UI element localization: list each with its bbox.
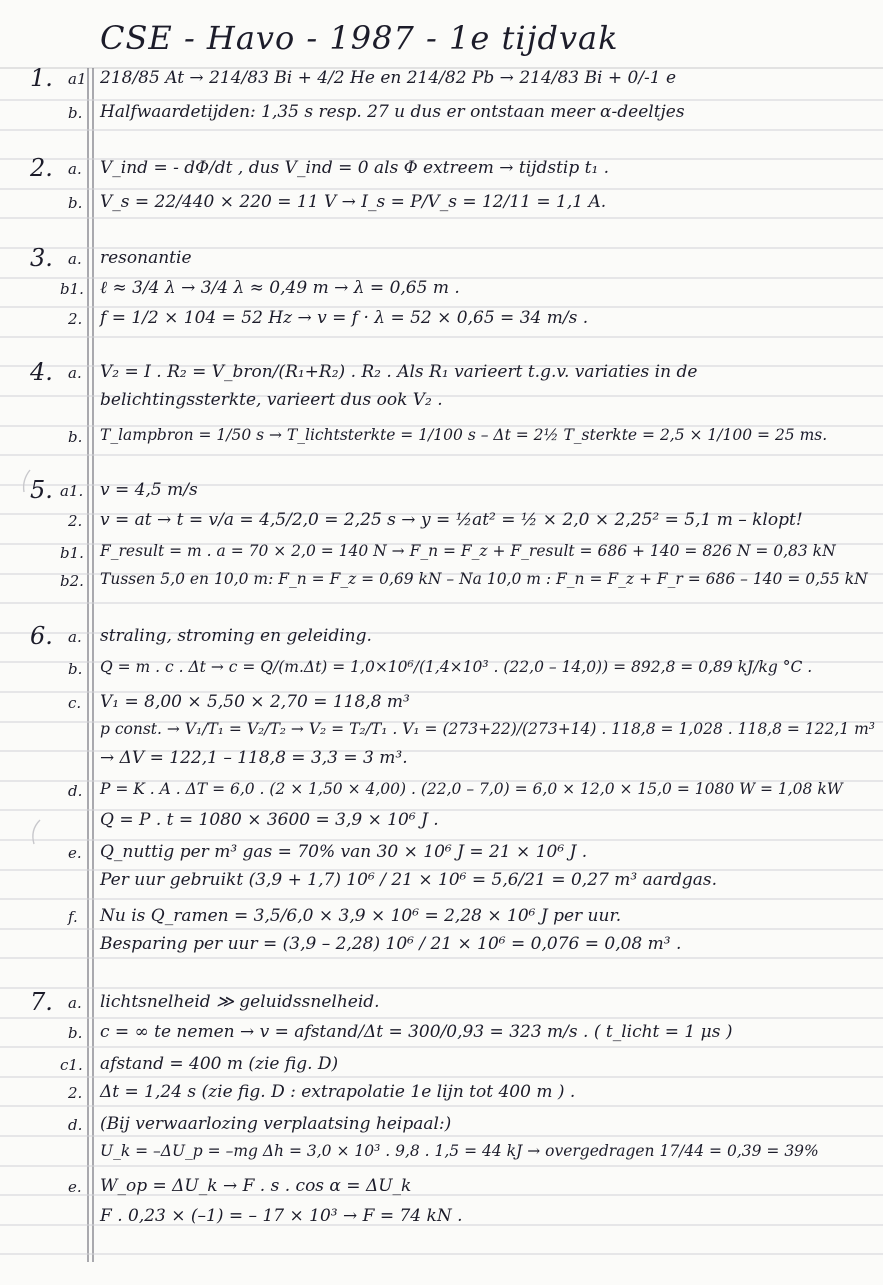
subquestion-label: d. — [68, 1116, 83, 1134]
question-number: 5. — [30, 476, 53, 504]
subquestion-label: a. — [68, 628, 82, 646]
answer-line: F_result = m . a = 70 × 2,0 = 140 N → F_n = F_z + F_result = 686 + 140 = 826 N = 0,83 kN — [100, 542, 836, 560]
answer-line: U_k = –ΔU_p = –mg Δh = 3,0 × 10³ . 9,8 . 1,5 = 44 kJ → overgedragen 17/44 = 0,39 = 39% — [100, 1142, 819, 1160]
question-number: 2. — [30, 154, 53, 182]
answer-line: V₂ = I . R₂ = V_bron/(R₁+R₂) . R₂ . Als R₁ varieert t.g.v. variaties in de — [100, 362, 698, 382]
answer-line: afstand = 400 m (zie fig. D) — [100, 1054, 339, 1074]
answer-line: Per uur gebruikt (3,9 + 1,7) 10⁶ / 21 × 10⁶ = 5,6/21 = 0,27 m³ aardgas. — [100, 870, 717, 890]
subquestion-label: f. — [68, 908, 78, 926]
answer-line: → ΔV = 122,1 – 118,8 = 3,3 = 3 m³. — [100, 748, 408, 768]
answer-line: P = K . A . ΔT = 6,0 . (2 × 1,50 × 4,00) . (22,0 – 7,0) = 6,0 × 12,0 × 15,0 = 1080 W = 1,08 kW — [100, 780, 843, 798]
answer-line: Nu is Q_ramen = 3,5/6,0 × 3,9 × 10⁶ = 2,28 × 10⁶ J per uur. — [100, 906, 622, 926]
answer-line: straling, stroming en geleiding. — [100, 626, 372, 646]
subquestion-label: 2. — [68, 310, 83, 328]
subquestion-label: a. — [68, 160, 82, 178]
answer-line: p const. → V₁/T₁ = V₂/T₂ → V₂ = T₂/T₁ . V₁ = (273+22)/(273+14) . 118,8 = 1,028 . 118,8 = 122,1 m³ — [100, 720, 876, 738]
subquestion-label: b1. — [60, 280, 84, 298]
answer-line: T_lampbron = 1/50 s → T_lichtsterkte = 1/100 s – Δt = 2½ T_sterkte = 2,5 × 1/100 = 25 ms. — [100, 426, 828, 444]
subquestion-label: 2. — [68, 512, 83, 530]
subquestion-label: b. — [68, 1024, 83, 1042]
answer-line: Q_nuttig per m³ gas = 70% van 30 × 10⁶ J = 21 × 10⁶ J . — [100, 842, 588, 862]
question-number: 3. — [30, 244, 53, 272]
subquestion-label: a1. — [60, 482, 84, 500]
answer-line: resonantie — [100, 248, 192, 268]
answer-line: V_ind = - dΦ/dt , dus V_ind = 0 als Φ extreem → tijdstip t₁ . — [100, 158, 610, 178]
subquestion-label: b. — [68, 428, 83, 446]
answer-line: c = ∞ te nemen → v = afstand/Δt = 300/0,93 = 323 m/s . ( t_licht = 1 μs ) — [100, 1022, 733, 1042]
subquestion-label: b. — [68, 660, 83, 678]
answer-line: Besparing per uur = (3,9 – 2,28) 10⁶ / 21 × 10⁶ = 0,076 = 0,08 m³ . — [100, 934, 682, 954]
answer-line: Q = m . c . Δt → c = Q/(m.Δt) = 1,0×10⁶/(1,4×10³ . (22,0 – 14,0)) = 892,8 = 0,89 kJ/kg °C . — [100, 658, 813, 676]
answer-line: Tussen 5,0 en 10,0 m: F_n = F_z = 0,69 kN – Na 10,0 m : F_n = F_z + F_r = 686 – 140 = 0,55 kN — [100, 570, 868, 588]
question-number: 4. — [30, 358, 53, 386]
subquestion-label: a. — [68, 994, 82, 1012]
answer-line: Q = P . t = 1080 × 3600 = 3,9 × 10⁶ J . — [100, 810, 439, 830]
answer-line: v = 4,5 m/s — [100, 480, 198, 500]
answer-line: ℓ ≈ 3/4 λ → 3/4 λ ≈ 0,49 m → λ = 0,65 m . — [100, 278, 460, 298]
subquestion-label: a. — [68, 250, 82, 268]
subquestion-label: c. — [68, 694, 82, 712]
answer-line: lichtsnelheid ≫ geluidssnelheid. — [100, 992, 380, 1012]
answer-line: belichtingssterkte, varieert dus ook V₂ . — [100, 390, 443, 410]
answer-line: (Bij verwaarlozing verplaatsing heipaal:) — [100, 1114, 452, 1134]
answer-line: F . 0,23 × (–1) = – 17 × 10³ → F = 74 kN . — [100, 1206, 463, 1226]
subquestion-label: b. — [68, 194, 83, 212]
subquestion-label: d. — [68, 782, 83, 800]
subquestion-label: e. — [68, 844, 82, 862]
subquestion-label: a1 — [68, 70, 87, 88]
subquestion-label: e. — [68, 1178, 82, 1196]
page-title: CSE - Havo - 1987 - 1e tijdvak — [100, 19, 619, 57]
answer-line: v = at → t = v/a = 4,5/2,0 = 2,25 s → y = ½at² = ½ × 2,0 × 2,25² = 5,1 m – klopt! — [100, 510, 803, 530]
question-number: 6. — [30, 622, 53, 650]
answer-line: Δt = 1,24 s (zie fig. D : extrapolatie 1e lijn tot 400 m ) . — [100, 1082, 576, 1102]
answer-line: V_s = 22/440 × 220 = 11 V → I_s = P/V_s = 12/11 = 1,1 A. — [100, 192, 607, 212]
answer-line: f = 1/2 × 104 = 52 Hz → v = f · λ = 52 × 0,65 = 34 m/s . — [100, 308, 589, 328]
subquestion-label: b1. — [60, 544, 84, 562]
question-number: 1. — [30, 64, 53, 92]
subquestion-label: a. — [68, 364, 82, 382]
question-number: 7. — [30, 988, 53, 1016]
answer-line: W_op = ΔU_k → F . s . cos α = ΔU_k — [100, 1176, 412, 1196]
answer-line: 218/85 At → 214/83 Bi + 4/2 He en 214/82 Pb → 214/83 Bi + 0/-1 e — [100, 68, 677, 88]
subquestion-label: b. — [68, 104, 83, 122]
subquestion-label: b2. — [60, 572, 84, 590]
subquestion-label: c1. — [60, 1056, 83, 1074]
subquestion-label: 2. — [68, 1084, 83, 1102]
answer-line: Halfwaardetijden: 1,35 s resp. 27 u dus er ontstaan meer α-deeltjes — [100, 102, 685, 122]
answer-line: V₁ = 8,00 × 5,50 × 2,70 = 118,8 m³ — [100, 692, 410, 712]
